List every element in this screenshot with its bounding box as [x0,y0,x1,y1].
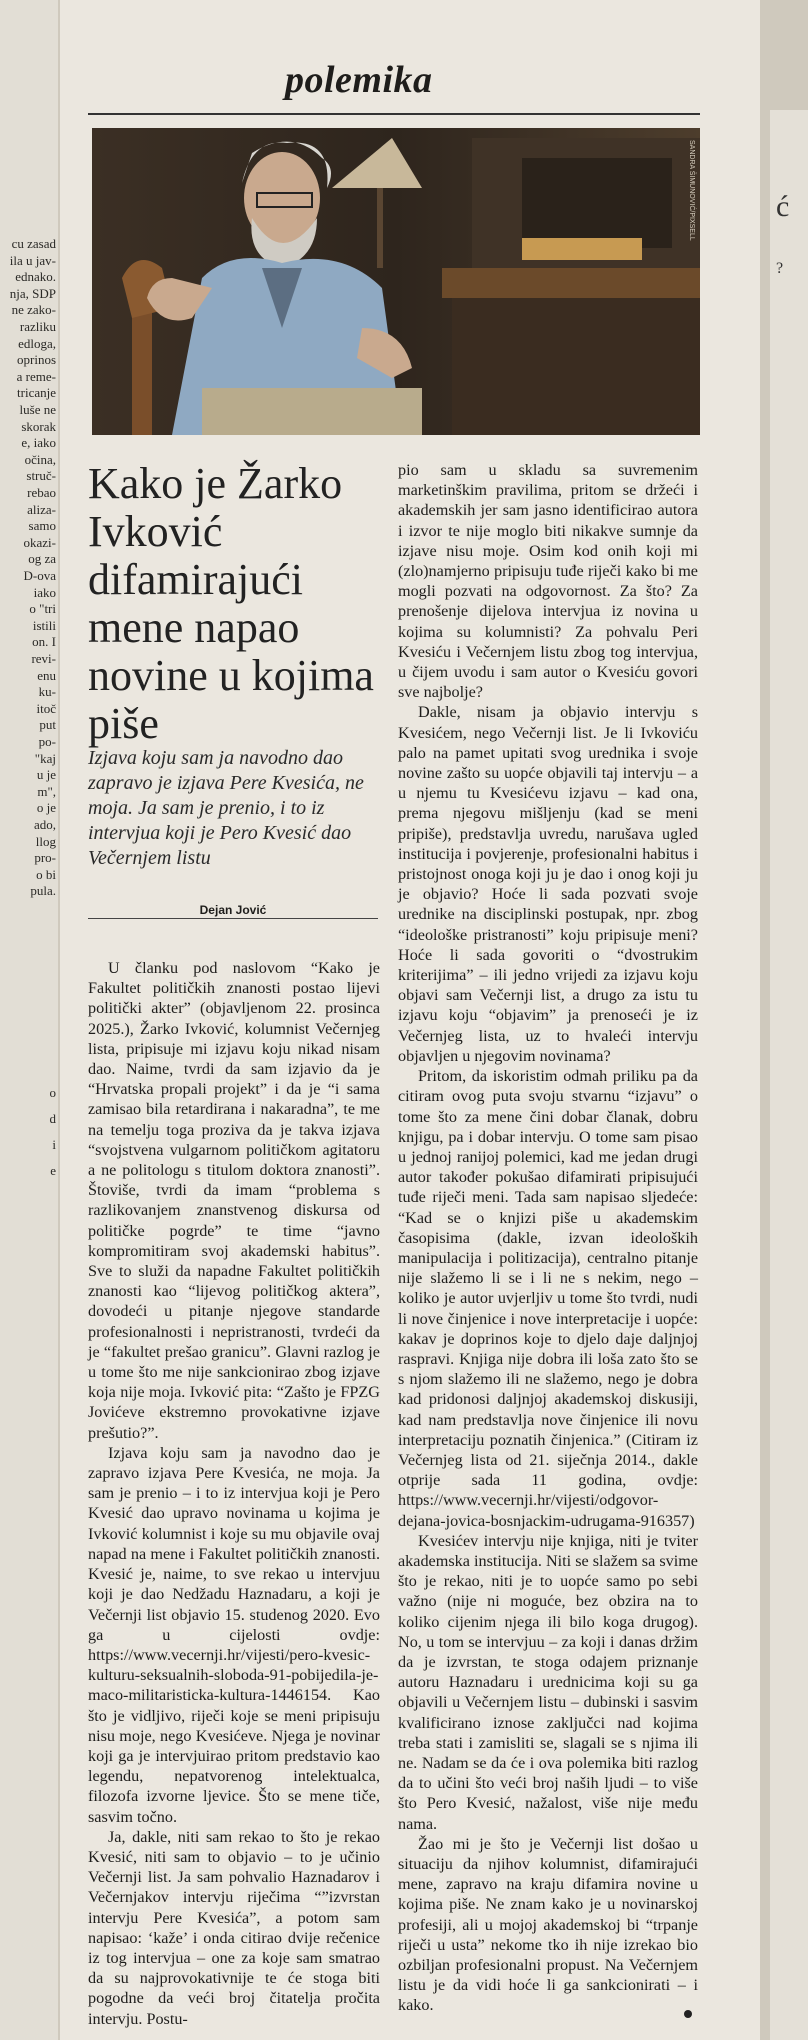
right-fragment-text: ? [776,260,784,277]
left-fragment-text: put [39,717,56,733]
left-fragment-text: cu zasad [11,236,56,251]
paragraph: Izjava koju sam ja navodno dao je zapravo izjava Pere Kvesića, ne moja. Ja sam je prenio – i to iz intervjua koji je Pero Kvesić dao upravo novinama u kojima je Ivković kolumnist i koje su mu objavile ovaj napad na mene i Fakultet političkih znanosti. Kvesić je, naime, to sve rekao u intervjuu koji je dao Nedžadu Haznadaru, a koji je Večernji list objavio 15. studenog 2020. Evo ga u cijelosti ovdje: https://www.vecernji.hr/vijesti/pero-kvesic-kulturu-seksualnih-sloboda-91-pobijedila-je-maco-militaristicka-kultura-1446154. Kao što je vidljivo, riječi koje se meni pripisuju nisu moje, nego Kvesićeve. Njega je novinar koji ga je intervjuirao pritom predstavio kao legendu, nepatvorenog intelektualca, filozofa izvorne ljevice. Što se mene tiče, sasvim točno. [88,1443,380,1826]
left-fragment-text: oprinos [17,352,56,368]
section-title: polemika [285,59,433,101]
left-fragment-text: o bi [36,866,56,882]
article-headline: Kako je Žarko Ivković difamirajući mene napao novine u kojima piše [88,459,374,748]
left-fragment-text: D-ova [23,568,56,583]
left-fragment-text: u je [36,767,56,783]
left-fragment-text: pro- [34,850,56,866]
paragraph: Kvesićev intervju nije knjiga, niti je tviter akademska institucija. Niti se slažem sa svime što je rekao, niti je to uopće samo po sebi važno (nije ni moguće, bez obzira na to koliko cijenim njega ili bilo koga drugog). No, u tom se intervjuu – za koji i danas držim da je izvrstan, te stoga odajem priznanje autoru Haznadaru i urednicima koji su ga objavili u Večernjem listu – dubinski i sasvim kvalificirano iznose zaključci nad kojima treba stati i zamisliti se, slagali se s njima ili ne. Nadam se da će i ova polemika biti razlog da to učini što veći broj naših ljudi – to više što Pero Kvesić, nažalost, više nije među nama. [398,1531,698,1833]
left-fragment-text: po- [38,734,56,749]
right-fragment-text: ć [776,190,790,223]
left-fragment-text: itoč [36,700,56,716]
left-fragment-text: iako [33,584,56,600]
left-fragment-text: ku- [38,684,56,700]
section-rule [88,113,700,115]
left-fragment-text: ado, [33,817,56,832]
left-fragment-text: rebao [27,485,56,500]
left-fragment-text: samo [28,518,56,534]
left-fragment-text: očina, [24,451,56,467]
paragraph: Žao mi je što je Večernji list došao u situaciju da njihov kolumnist, difamirajući mene, zapravo na kraju difamira novine u kojima piše. Ne znam kako je u novinarskoj profesiji, ali u mojoj akademskoj bi “trpanje riječi u usta” nekome tko ih nije izrekao bio ozbiljan profesionalni propust. Na Večernjem listu je da vidi hoće li ga sankcionirati – i kako. [398,1834,698,2015]
left-fragment-text: o je [36,800,56,816]
paragraph: Pritom, da iskoristim odmah priliku pa da citiram ovog puta svoju stvarnu “izjavu” o tome što za mene čini dobar članak, dobru knjigu, pa i dobar intervju. O tome sam pisao u jednoj ranijoj polemici, kad me jedan drugi autor također pokušao difamirati pripisujući tuđe riječi meni. Tada sam napisao sljedeće: “Kad se o knjizi piše u akademskim časopisima (dakle, izvan ideoloških manipulacija i politizacija), centralno pitanje nije slažemo li se i li ne s nekim, nego – koliko je autor uvjerljiv u tome što tvrdi, nudi li nove činjenice i nove interpretacije i uopće: kakav je doprinos koje to djelo daje daljnjoj raspravi. Knjiga nije dobra ili loša zato što se s njom slažemo ili ne slažemo, nego je dobra kad pridonosi daljnjoj akademskoj diskusiji, kad nam predstavlja nove činjenice ili novu interpretaciju poznatih činjenica.” (Citiram iz Večernjeg lista od 21. siječnja 2014., dakle otprije sada 11 godina, ovdje: https://www.vecernji.hr/vijesti/odgovor-dejana-jovica-bosnjackim-udrugama-916357) [398,1067,698,1530]
left-fragment-text: "kaj [34,750,56,766]
author-rule [88,918,378,919]
adjacent-page-fragment-right [770,110,808,2040]
paragraph: U članku pod naslovom “Kako je Fakultet političkih znanosti postao lijevi politički akter” (objavljenom 22. prosinca 2025.), Žarko Ivković, kolumnist Večernjeg lista, pripisuje mi izjavu koju nikad nisam dao. Naime, tvrdi da sam izjavio da je “Hrvatska propali projekt” i da je “i sama zamisao bila retardirana i nakaradna”, te me na temelju toga proziva da je takva izjava “svojstvena vulgarnom političkom agitatoru a ne politologu s titulom doktora znanosti”. Štoviše, tvrdi da imam “problema s razlikovanjem znanstvenog diskursa od političke pogrde” te time “javno kompromitiram svoj akademski habitus”. Sve to služi da napadne Fakultet političkih znanosti kao “lijevog političkog aktera”, dovodeći u pitanje njegove standarde profesionalnosti i nepristranosti, tvrdeći da je “fakultet prešao granicu”. Glavni razlog je u tome što me nije sankcionirao zbog izjave koja nije moja. Ivković pita: “Zašto je FPZG Jovićeve ekstremno provokativne izjave prešutio?”. [88,959,380,1442]
left-fragment-text: skorak [21,418,56,434]
left-fragment-text: llog [35,833,56,849]
left-fragment-text: ednako. [15,269,56,285]
left-fragment-text: e, iako [21,435,56,451]
left-fragment-text: ne zako- [11,302,56,318]
left-fragment-text: m", [37,783,56,799]
left-fragment-text: okazi- [23,534,56,550]
left-fragment-text: tricanje [17,385,56,401]
left-fragment-text: luše ne [19,402,56,417]
left-fragment-text: ila u jav- [9,252,56,268]
left-fragment-text: on. I [32,634,56,650]
article-column-2 [398,460,698,2016]
left-fragment-text: o [49,1085,56,1100]
left-fragment-text: aliza- [27,501,56,517]
left-fragment-text: pula. [30,883,56,899]
article-subhead: Izjava koju sam ja navodno dao zapravo je izjava Pere Kvesića, ne moja. Ja sam je prenio, i to iz intervjua koji je Pero Kvesić dao Večernjem listu [88,747,364,869]
left-fragment-text: i [52,1137,56,1152]
paragraph: pio sam u skladu sa suvremenim marketinškim pravilima, pritom se držeći i akademskih jer sam jasno identificirao autora i izvor te nije moglo biti nikakve sumnje da izjave nisu moje. Osim kod onih koji mi (zlo)namjerno pripisuju tuđe riječi kako bi me mogli pozvati na odgovornost. Za što? Za prenošenje dijelova intervjua iz novina u kojima su kolumnisti? Za pohvalu Peri Kvesiću i Večernjem listu zbog tog intervjua, u čijem uvodu i sam autor o Kvesiću govori sve najbolje? [398,461,698,702]
article-column-1 [88,958,380,2029]
left-fragment-text: e [50,1163,56,1178]
left-fragment-text: edloga, [18,335,56,351]
article-author: Dejan Jović [199,903,267,917]
article-photo [92,128,700,435]
left-fragment-text: istili [32,617,56,633]
left-fragment-text: d [49,1111,56,1126]
left-fragment-text: struč- [26,468,56,484]
left-fragment-text: nja, SDP [9,285,56,301]
photo-credit: SANDRA ŠIMUNOVIĆ/PIXSELL [688,140,695,241]
portrait-illustration [92,128,700,435]
left-fragment-text: a reme- [16,368,56,384]
left-fragment-text: revi- [31,651,56,666]
paragraph: Dakle, nisam ja objavio intervju s Kvesićem, nego Večernji list. Je li Ivkoviću palo na pamet upitati svog urednika i svoje novine zašto su uopće objavili taj intervju – a u njemu tu Kvesićevu izjavu – kad ona, prema njegovu mišljenju (kad se meni pripiše), predstavlja uvredu, narušava ugled institucija i povjerenje, profesionalni habitus i pristojnost onoga koji ju je dao i onog koji ju je objavio? Hoće li sada pozvati svoje urednike na disciplinski postupak, npr. zbog “ideološke pristranosti” koju pripisuje meni? Hoće li sada govoriti o “dvostrukim kriterijima” – ili jedno vrijedi za izjavu koju objavi sam Večernji list, a drugo za istu tu izjavu koju “objavim” ja prenoseći je iz Večernjeg lista, uz to hvaleći intervju objavljen u njegovim novinama? [398,703,698,1065]
left-fragment-text: o "tri [29,601,56,617]
article-end-mark [684,2010,692,2018]
left-fragment-text: enu [37,667,56,683]
left-fragment-text: razliku [19,319,56,334]
paragraph: Ja, dakle, niti sam rekao to što je rekao Kvesić, niti sam to objavio – to je učinio Večernji list. Ja sam pohvalio Haznadarov i Večernjakov intervju riječima “”izvrstan intervju Pere Kvesića”, a potom sam napisao: ‘kaže’ i onda citirao dvije rečenice iz tog intervjua – one za koje sam smatrao da su najprovokativnije te će stoga biti pogodne da veći broj čitatelja pročita intervju. Postu- [88,1827,380,2028]
left-fragment-text: og za [28,551,56,567]
